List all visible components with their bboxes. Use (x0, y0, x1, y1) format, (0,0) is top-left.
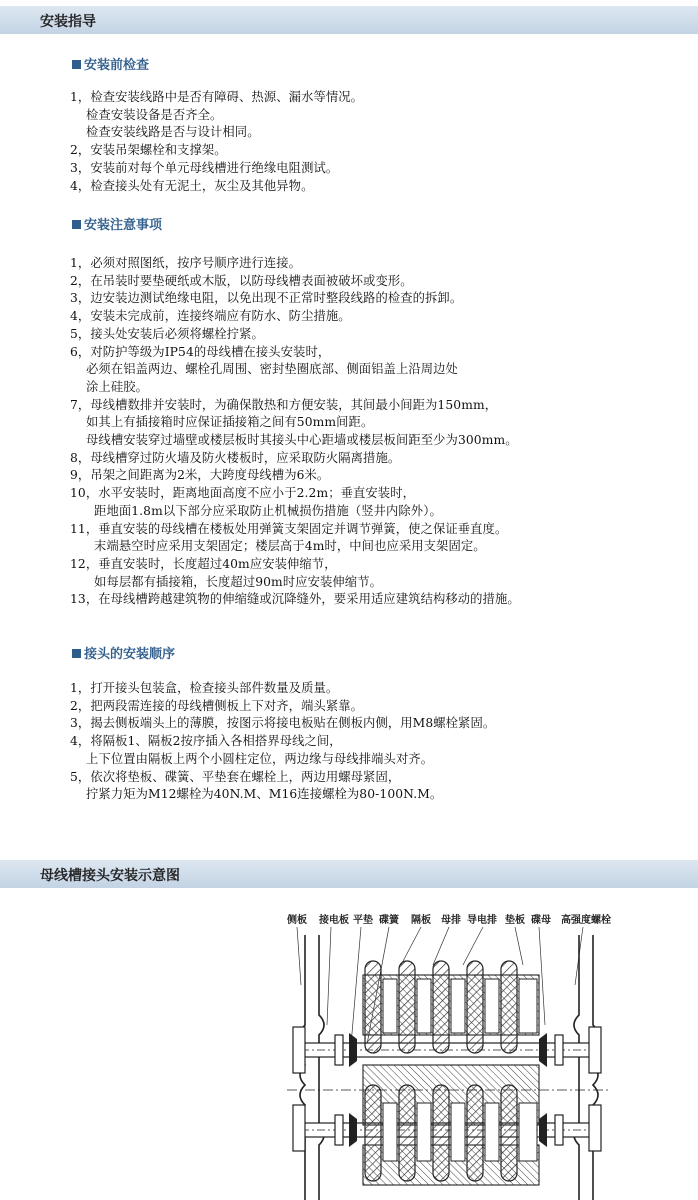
label-busbar: 母排 (441, 915, 461, 926)
list-item: 4，将隔板1、隔板2按序插入各相搭界母线之间， (70, 734, 342, 749)
list-item: 2，把两段需连接的母线槽侧板上下对齐，端头紧靠。 (70, 698, 364, 713)
list-item: 2，在吊装时要垫硬纸或木版，以防母线槽表面被破坏或变形。 (70, 273, 413, 288)
list-item: 如每层都有插接箱，长度超过90m时应安装伸缩节。 (70, 574, 382, 589)
list-item: 9，吊架之间距离为2米，大跨度母线槽为6米。 (70, 468, 330, 483)
list-item: 5，接头处安装后必须将螺栓拧紧。 (70, 326, 264, 341)
label-high-strength-bolt: 高强度螺栓 (561, 915, 611, 926)
list-item: 3，揭去侧板端头上的薄膜，按图示将接电板贴在侧板内侧，用M8螺栓紧固。 (70, 716, 496, 731)
list-item: 13，在母线槽跨越建筑物的伸缩缝或沉降缝外，要采用适应建筑结构移动的措施。 (70, 592, 520, 607)
header-install-guide (0, 6, 698, 34)
label-backing-plate: 垫板 (505, 915, 525, 926)
list-item: 检查安装线路是否与设计相同。 (70, 125, 260, 140)
list-item: 母线槽安装穿过墙壁或楼层板时其接头中心距墙或楼层板间距至少为300mm。 (70, 433, 518, 448)
label-flat-washer: 平垫 (353, 915, 373, 926)
list-item: 12，垂直安装时，长度超过40m应安装伸缩节， (70, 556, 337, 571)
list-item: 2，安装吊架螺栓和支撑架。 (70, 143, 227, 158)
label-conductor-bar: 导电排 (467, 915, 497, 926)
list-item: 距地面1.8m以下部分应采取防止机械损伤措施（竖井内除外）。 (70, 503, 442, 518)
sequence-list (70, 680, 495, 804)
list-item: 6，对防护等级为IP54的母线槽在接头安装时， (70, 344, 331, 359)
list-item: 上下位置由隔板上两个小圆柱定位，两边缘与母线排端头对齐。 (70, 751, 434, 766)
list-item: 检查安装设备是否齐全。 (70, 107, 223, 122)
list-item: 涂上硅胶。 (70, 379, 149, 394)
precheck-list (70, 89, 363, 195)
list-item: 末端悬空时应采用支架固定；楼层高于4m时，中间也应采用支架固定。 (70, 539, 486, 554)
label-disc-spring: 碟簧 (379, 915, 399, 926)
list-item: 如其上有插接箱时应保证插接箱之间有50mm间距。 (70, 415, 374, 430)
list-item: 必须在铝盖两边、螺栓孔周围、密封垫圈底部、侧面铝盖上沿周边处 (70, 362, 458, 377)
label-contact-plate: 接电板 (319, 915, 349, 926)
label-nut: 碟母 (531, 915, 551, 926)
label-partition: 隔板 (411, 915, 431, 926)
list-item: 4，检查接头处有无泥土，灰尘及其他异物。 (70, 178, 314, 193)
list-item: 拧紧力矩为M12螺栓为40N.M、M16连接螺栓为80-100N.M。 (70, 787, 443, 802)
list-item: 11，垂直安装的母线槽在楼板处用弹簧支架固定并调节弹簧，使之保证垂直度。 (70, 521, 508, 536)
header-title: 母线槽接头安装示意图 (40, 868, 180, 884)
list-item: 4，安装未完成前，连接终端应有防水、防尘措施。 (70, 309, 351, 324)
list-item: 1，检查安装线路中是否有障碍、热源、漏水等情况。 (70, 90, 364, 104)
notes-list (70, 255, 520, 609)
list-item: 10，水平安装时，距离地面高度不应小于2.2m；垂直安装时， (70, 486, 415, 501)
list-item: 3，安装前对每个单元母线槽进行绝缘电阻测试。 (70, 160, 339, 175)
label-side-plate: 侧板 (287, 915, 307, 926)
busway-joint-diagram (283, 905, 613, 1200)
list-item: 8，母线槽穿过防火墙及防火楼板时，应采取防火隔离措施。 (70, 450, 401, 465)
list-item: 1，必须对照图纸，按序号顺序进行连接。 (70, 256, 302, 270)
header-title: 安装指导 (40, 14, 96, 30)
section-title-precheck: 安装前检查 (72, 54, 149, 73)
square-bullet-icon (72, 649, 81, 658)
list-item: 1，打开接头包装盒，检查接头部件数量及质量。 (70, 681, 339, 695)
list-item: 3，边安装边测试绝缘电阻，以免出现不正常时整段线路的检查的拆卸。 (70, 291, 463, 306)
list-item: 5，依次将垫板、碟簧、平垫套在螺栓上，两边用螺母紧固， (70, 769, 401, 784)
section-title-sequence: 接头的安装顺序 (72, 643, 175, 662)
list-item: 7，母线槽数排并安装时，为确保散热和方便安装，其间最小间距为150mm， (70, 397, 498, 412)
header-joint-diagram (0, 860, 698, 888)
square-bullet-icon (72, 60, 81, 69)
section-title-notes: 安装注意事项 (72, 214, 162, 233)
square-bullet-icon (72, 220, 81, 229)
